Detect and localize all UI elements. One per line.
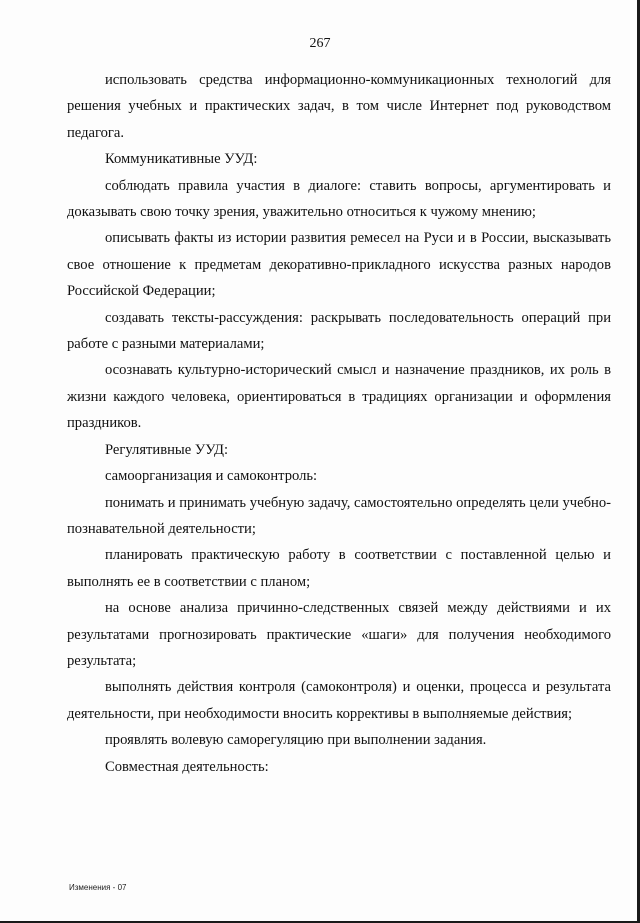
paragraph-cause-effect: на основе анализа причинно-следственных связей между действиями и их результатами прогнозировать практические «шаги» для получения необходимого результата; [67, 600, 611, 669]
paragraph-self-regulation: проявлять волевую саморегуляцию при выполнении задания. [105, 732, 487, 749]
paragraph-dialogue-rules: соблюдать правила участия в диалоге: ставить вопросы, аргументировать и доказывать свою точку зрения, уважительно относиться к чужому мнению; [67, 177, 611, 221]
heading-regulatory-uud: Регулятивные УУД: [105, 441, 229, 458]
paragraph-self-organization: самоорганизация и самоконтроль: [105, 468, 318, 485]
paragraph-learning-task: понимать и принимать учебную задачу, самостоятельно определять цели учебно-познавательной деятельности; [67, 494, 611, 537]
paragraph-holidays: осознавать культурно-исторический смысл и назначение праздников, их роль в жизни каждого человека, ориентироваться в традициях организации и оформления праздников. [67, 362, 611, 432]
paragraph-reasoning-texts: создавать тексты-рассуждения: раскрывать последовательность операций при работе с разными материалами; [67, 309, 611, 353]
paragraph-control-actions: выполнять действия контроля (самоконтроля) и оценки, процесса и результата деятельности, при необходимости вносить коррективы в выполняемые действия; [67, 679, 611, 722]
heading-joint-activity: Совместная деятельность: [105, 758, 269, 775]
paragraph-crafts-history: описывать факты из истории развития ремесел на Руси и в России, высказывать свое отношение к предметам декоративно-прикладного искусства разных народов Российской Федерации; [67, 230, 611, 300]
page-number: 267 [309, 36, 331, 51]
footer-revision-note: Изменения - 07 [69, 883, 127, 892]
paragraph-practical-work: планировать практическую работу в соответствии с поставленной целью и выполнять ее в соответствии с планом; [67, 547, 611, 590]
heading-communicative-uud: Коммуникативные УУД: [105, 151, 258, 168]
paragraph-ict-usage: использовать средства информационно-коммуникационных технологий для решения учебных и практических задач, в том числе Интернет под руководством педагога. [67, 72, 611, 141]
document-body [67, 67, 611, 780]
